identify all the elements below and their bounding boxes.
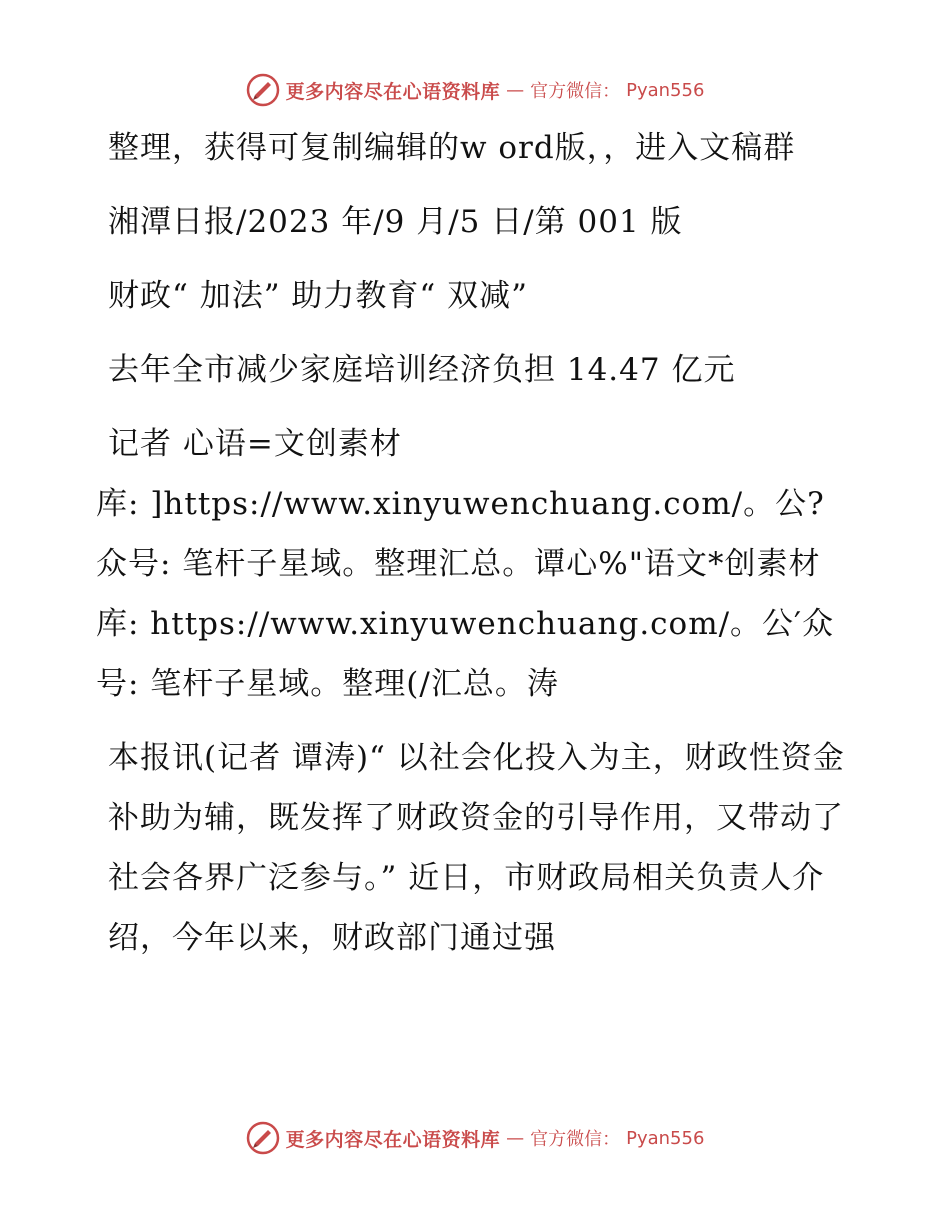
banner-wechat-label: 官方微信： bbox=[530, 1129, 621, 1150]
article-subtitle: 去年全市减少家庭培训经济负担 14.47 亿元 bbox=[108, 352, 736, 388]
banner-separator: — bbox=[506, 1127, 525, 1149]
brand-logo-icon bbox=[246, 1121, 280, 1155]
article-body-paragraph: 本报讯(记者 谭涛)“ 以社会化投入为主，财政性资金补助为辅，既发挥了财政资金的引导作用，又带动了社会各界广泛参与。” 近日，市财政局相关负责人介绍，今年以来，财政部门通过强 bbox=[108, 740, 845, 956]
reporter-line: 记者 心语=文创素材 bbox=[108, 426, 402, 462]
source-line: 湘潭日报/2023 年/9 月/5 日/第 001 版 bbox=[108, 204, 683, 240]
intro-paragraph: 整理，获得可复制编辑的w ord版，，进入文稿群 bbox=[108, 130, 796, 166]
banner-separator: — bbox=[506, 79, 525, 101]
watermark-paragraph: 库: ]https://www.xinyuwenchuang.com/。公?众号: 笔杆子星域。整理汇总。谭心%"语文*创素材库: https://www.xinyuwenchuang.com/。公′众号: 笔杆子星域。整理(/汇总。涛 bbox=[96, 486, 835, 702]
banner-main-text: 更多内容尽在心语资料库 bbox=[285, 80, 501, 103]
header-banner bbox=[0, 70, 950, 110]
article-title: 财政“ 加法” 助力教育“ 双减” bbox=[108, 278, 528, 314]
banner-main-text: 更多内容尽在心语资料库 bbox=[285, 1128, 501, 1151]
document-body bbox=[96, 118, 856, 968]
banner-wechat-label: 官方微信： bbox=[530, 81, 621, 102]
brand-logo-icon bbox=[246, 73, 280, 107]
banner-wechat-id: Pyan556 bbox=[626, 1127, 705, 1149]
banner-wechat-id: Pyan556 bbox=[626, 79, 705, 101]
footer-banner bbox=[0, 1118, 950, 1158]
